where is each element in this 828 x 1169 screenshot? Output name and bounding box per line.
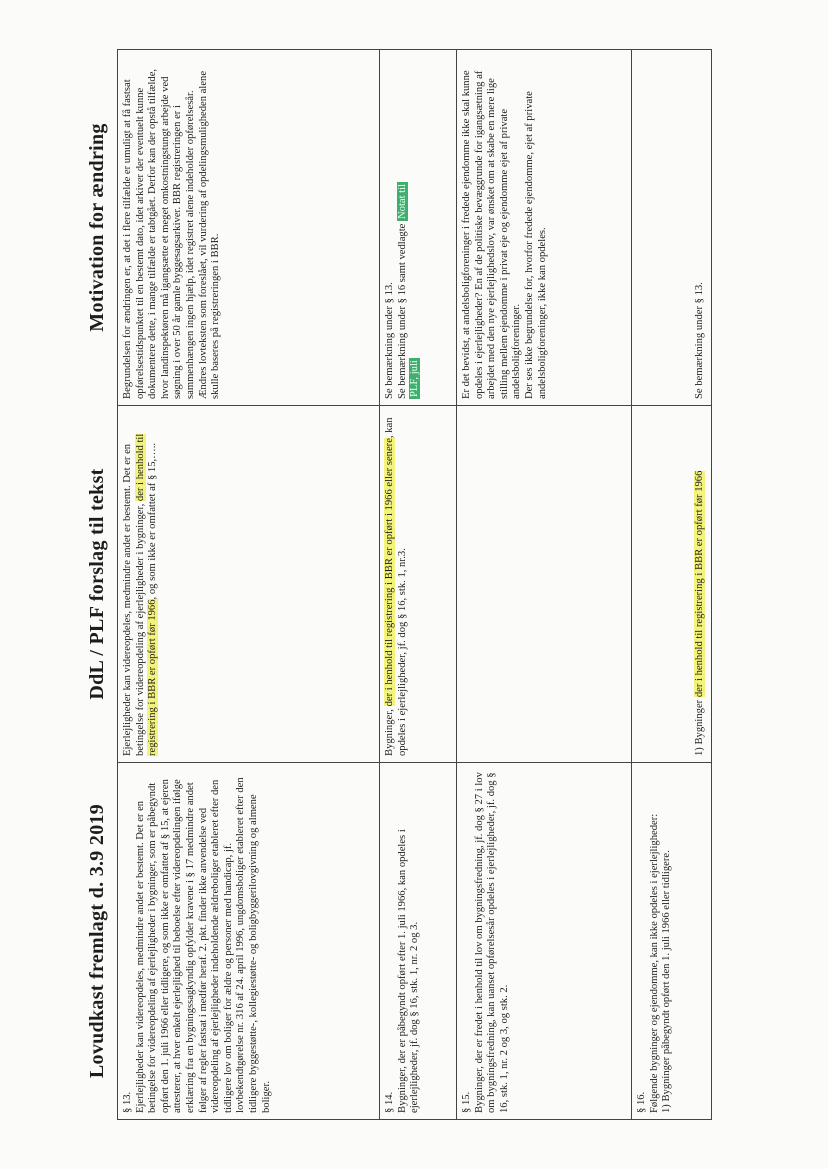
highlight: der i henhold til registrering i BBR er opført før 1966 [134,433,159,756]
proposal-cell: 1) Bygninger der i henhold til registrering i BBR er opført før 1966 [632,406,712,763]
header-motivation: Motivation for ændring [86,123,108,332]
table-row-15 [457,50,632,1120]
motivation-cell: Er det bevidst, at andelsboligforeninger i fredede ejendomme ikke skal kunne opdeles i ejerlejligheder? En af de politiske bevæggrunde for igangsætning af arbejdet med den nye ejerlejlighedslov, var ønsket om at skabe en mere lige stilling mellem ejendomme i privat eje og ejendomme ejet af private andelsboligforeninger. Der ses ikke begrundelse for, hvorfor fredede ejendomme, ejet af private andelsboligforeninger, ikke kan opdeles. [457,50,632,406]
proposal-cell [457,406,632,763]
notat-tag: Notat til [396,183,408,219]
notat-tag-2: PLF, juli [409,360,421,397]
header-row [54,50,118,1120]
header-proposal: DdL / PLF forslag til tekst [86,468,108,700]
highlight: der i henhold til registrering i BBR er opført før 1966 [694,470,706,698]
draft-cell: § 15. Bygninger, der er fredet i henhold til lov om bygningsfredning, jf. dog § 27 i lov om bygningsfredning, kan uanset opførelsesår opdeles i ejerlejligheder, jf. dog § 16, stk. 1, nr. 2 og 3, og stk. 2. [457,763,632,1120]
proposal-cell: Ejerlejligheder kan videreopdeles, medmindre andet er bestemt. Det er en betingelse for videreopdeling af ejerlejligheder i bygninger, der i henhold til registrering i BBR er opført før 1966, og som ikke er omfattet af § 15,….. [118,406,380,763]
draft-cell: § 13. Ejerlejligheder kan videreopdeles, medmindre andet er bestemt. Det er en betingelse for videreopdeling af ejerlejligheder i bygninger, som er påbegyndt opført den 1. juli 1966 eller tidligere, og som ikke er omfattet af § 15, at ejeren attesterer, at hver enkelt ejerlejlighed til beboelse efter videreopdelingen ifølge erklæring fra en bygningssagkyndig opfylder kravene i § 17 medmindre andet følger af regler fastsat i medfør heraf. 2. pkt. finder ikke anvendelse ved videreopdeling af ejerlejligheder indeholdende ældreboliger etableret efter den tidligere lov om boliger for ældre og personer med handicap, jf. lovbekendtgørelse nr. 316 af 24. april 1996, ungdomsboliger etableret efter den tidligere byggestøtte-, kollegiestøtte- og boligbyggerilovgivning og almene boliger. [118,763,380,1120]
header-draft: Lovudkast fremlagt d. 3.9 2019 [86,803,108,1079]
draft-cell: § 16. Følgende bygninger og ejendomme, kan ikke opdeles i ejerlejligheder: 1) Bygninger påbegyndt opført den 1. juli 1966 eller tidligere. [632,763,712,1120]
highlight: der i henhold til registrering i BBR er opført i 1966 eller senere [384,438,395,707]
table-row-14 [380,50,457,1120]
motivation-cell: Se bemærkning under § 13. Se bemærkning under § 16 samt vedlagte Notat til PLF, juli [380,50,457,406]
draft-cell: § 14. Bygninger, der er påbegyndt opført efter 1. juli 1966, kan opdeles i ejerlejligheder, jf. dog § 16, stk. 1, nr. 2 og 3. [380,763,457,1120]
table-row-13 [118,50,380,1120]
comparison-table [54,49,712,1120]
proposal-cell: Bygninger, der i henhold til registrering i BBR er opført i 1966 eller senere, kan opdeles i ejerlejligheder, jf. dog § 16, stk. 1, nr.3. [380,406,457,763]
table-row-16 [632,50,712,1120]
motivation-cell: Begrundelsen for ændringen er, at det i flere tilfælde er umuligt at få fastsat opførelsestidspunktet til en bestemt dato, idet arkiver der eventuelt kunne dokumentere dette, i mange tilfælde er tabtgået. Derfor kan der opstå tilfælde, hvor landinspektøren må igangsætte et meget omkostningstungt arbejde ved søgning i over 50 år gamle byggesagsarkiver. BBR registreringen er i sammenhængen ingen hjælp, idet registret alene indeholder opførelsesår. Ændres lovteksten som foreslået, vil vurdering af opdelingsmuligheden alene skulle baseres på registreringen i BBR. [118,50,380,406]
motivation-cell: Se bemærkning under § 13. [632,50,712,406]
rotated-document [54,50,774,1120]
